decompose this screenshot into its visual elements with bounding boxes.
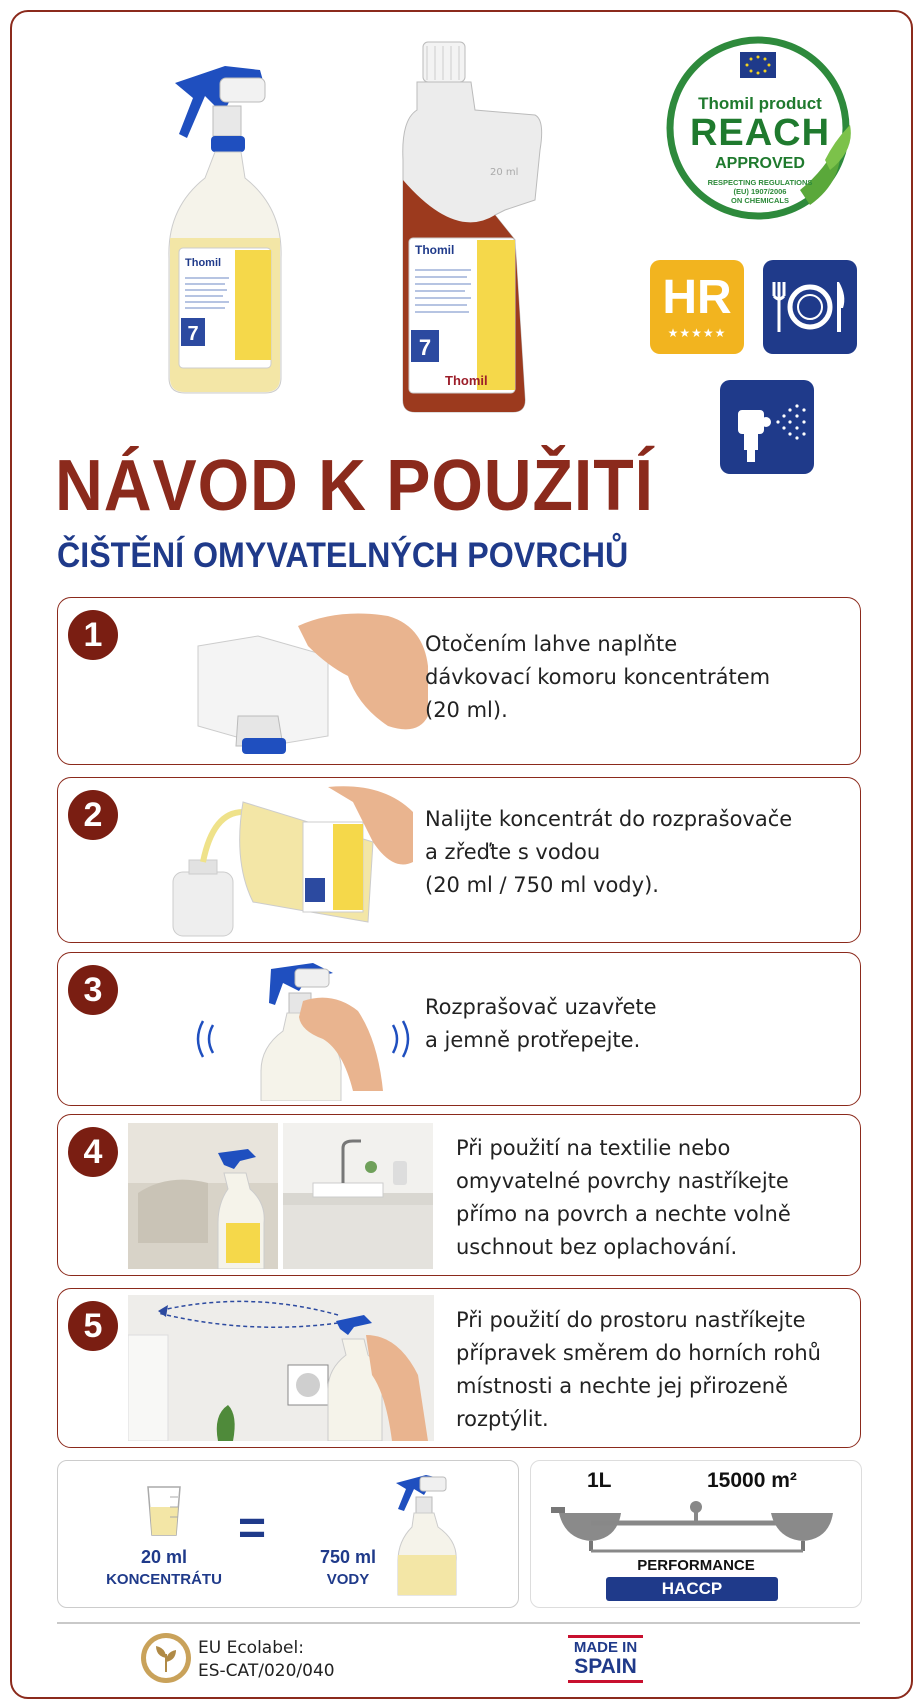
- spray-brand-label: Thomil: [185, 257, 222, 269]
- dosing-bottle-image: [395, 40, 555, 420]
- step-5-line-2: přípravek směrem do horních rohů: [456, 1341, 821, 1365]
- ecolabel-line-1: EU Ecolabel:: [198, 1638, 304, 1658]
- eu-ecolabel-icon: [140, 1632, 192, 1684]
- haccp-badge: HACCP: [606, 1577, 778, 1601]
- reach-regulation-line-b: (EU) 1907/2006: [733, 187, 787, 196]
- step-4-line-3: přímo na povrch a nechte volně: [456, 1202, 791, 1226]
- step-3-number: 3: [68, 965, 118, 1015]
- hr-stars-icon: ★★★★★: [667, 326, 727, 340]
- reach-regulation-text: [700, 178, 820, 205]
- made-in-text: MADE IN: [573, 1639, 638, 1656]
- reach-approved-seal: [660, 30, 860, 230]
- reach-regulation-line-a: RESPECTING REGULATIONS: [707, 178, 813, 187]
- step-1-number: 1: [68, 610, 118, 660]
- step-2-line-2: a zřeďte s vodou: [425, 840, 601, 864]
- step-2-number: 2: [68, 790, 118, 840]
- step-1-text: [425, 628, 770, 727]
- step-4-sofa-photo: [128, 1123, 278, 1269]
- measuring-cup-icon: [144, 1483, 184, 1539]
- step-5: [57, 1288, 861, 1448]
- dosing-product-number: 7: [418, 335, 432, 360]
- step-5-room-photo: [128, 1295, 434, 1441]
- dosing-brand-footer: Thomil: [445, 373, 488, 388]
- step-1-illustration: [178, 606, 438, 756]
- step-1-line-3: (20 ml).: [425, 698, 508, 722]
- step-2-line-3: (20 ml / 750 ml vody).: [425, 873, 659, 897]
- footer-divider: [57, 1622, 860, 1624]
- step-1-line-2: dávkovací komoru koncentrátem: [425, 665, 771, 689]
- water-amount: 750 ml: [319, 1547, 377, 1567]
- step-5-line-1: Při použití do prostoru nastříkejte: [456, 1308, 806, 1332]
- page-title: NÁVOD K POUŽITÍ: [55, 446, 654, 526]
- ecolabel-text: [198, 1637, 335, 1683]
- concentrate-amount: 20 ml: [140, 1547, 188, 1567]
- spray-bottle-icon: [390, 1471, 466, 1599]
- step-4-sink-photo: [283, 1123, 433, 1269]
- page-subtitle: ČIŠTĚNÍ OMYVATELNÝCH POVRCHŮ: [57, 536, 629, 575]
- step-3-line-2: a jemně protřepejte.: [425, 1028, 641, 1052]
- sprayer-nozzle-icon: [720, 380, 814, 474]
- fork-plate-knife-icon: [763, 260, 857, 354]
- performance-panel: [530, 1460, 862, 1608]
- reach-line-3: APPROVED: [715, 155, 805, 172]
- reach-line-1: Thomil product: [698, 94, 822, 113]
- step-5-line-4: rozptýlit.: [456, 1407, 549, 1431]
- dosing-brand-label: Thomil: [415, 243, 455, 257]
- performance-label: PERFORMANCE: [637, 1557, 755, 1574]
- dosing-marker: 20 ml: [490, 167, 519, 178]
- equals-sign: =: [238, 1502, 267, 1555]
- ecolabel-line-2: ES-CAT/020/040: [198, 1661, 335, 1681]
- reach-line-2: REACH: [689, 112, 831, 154]
- step-4-line-1: Při použití na textilie nebo: [456, 1136, 731, 1160]
- step-3-illustration: [183, 961, 423, 1101]
- step-5-number: 5: [68, 1301, 118, 1351]
- step-4-text: [456, 1132, 791, 1264]
- step-3: [57, 952, 861, 1106]
- step-5-line-3: místnosti a nechte jej přirozeně: [456, 1374, 789, 1398]
- made-in-spain-badge: [568, 1635, 643, 1685]
- hr-badge-label: HR: [662, 271, 732, 324]
- step-4-line-2: omyvatelné povrchy nastříkejte: [456, 1169, 789, 1193]
- spain-text: SPAIN: [574, 1655, 637, 1678]
- spray-bottle-image: [165, 58, 285, 398]
- step-5-text: [456, 1304, 821, 1436]
- step-4-number: 4: [68, 1127, 118, 1177]
- step-4-line-4: uschnout bez oplachování.: [456, 1235, 738, 1259]
- spray-product-number: 7: [187, 323, 199, 345]
- scale-icon: [551, 1499, 841, 1555]
- step-4: [57, 1114, 861, 1276]
- step-1: [57, 597, 861, 765]
- performance-volume: 1L: [587, 1469, 612, 1492]
- hr-badge: [650, 260, 744, 354]
- step-1-line-1: Otočením lahve naplňte: [425, 632, 678, 656]
- step-2-text: [425, 803, 792, 902]
- dilution-panel: [57, 1460, 519, 1608]
- step-3-line-1: Rozprašovač uzavřete: [425, 995, 657, 1019]
- step-2-line-1: Nalijte koncentrát do rozprašovače: [425, 807, 793, 831]
- concentrate-label: KONCENTRÁTU: [106, 1571, 222, 1588]
- reach-regulation-line-c: ON CHEMICALS: [731, 196, 789, 205]
- performance-area: 15000 m²: [707, 1469, 797, 1492]
- step-3-text: [425, 991, 657, 1057]
- water-label: VODY: [326, 1571, 370, 1588]
- step-2: [57, 777, 861, 943]
- step-2-illustration: [153, 782, 443, 938]
